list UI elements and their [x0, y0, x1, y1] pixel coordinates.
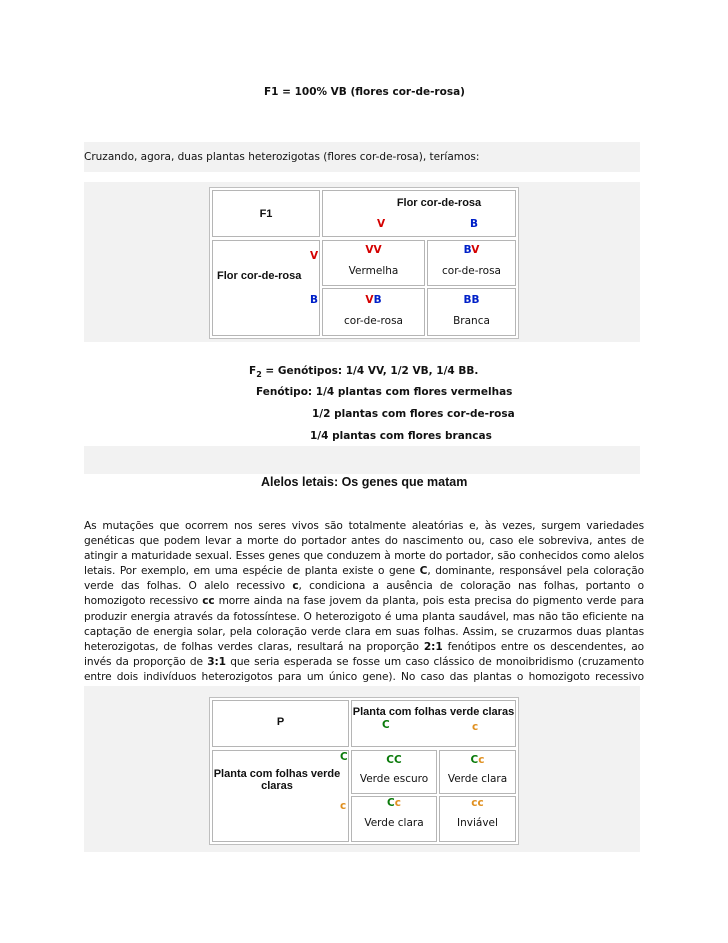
table1-top-header: Flor cor-de-rosa [396, 197, 482, 209]
genotype-a: C [386, 754, 394, 766]
phenotype-label: Verde escuro [359, 773, 429, 785]
table2-top-header: Planta com folhas verde claras [352, 706, 515, 718]
genotype-a: B [463, 244, 472, 256]
phenotype-label: Inviável [457, 817, 498, 829]
genotype-b: c [478, 754, 485, 766]
table2-row-allele-dominant: C [340, 751, 348, 763]
table1-row-allele-v: V [310, 250, 319, 262]
paragraph-bold-run: 3:1 [207, 655, 226, 668]
paragraph-text-run: morre ainda na fase jovem da planta, pois esta precisa do pigmento verde para produzir energia através da fotossíntese. O heterozigoto é uma planta saudável, mas não tão eficiente na captação de energia solar, pela coloração verde clara em suas folhas. Assim, se cruzarmos duas plantas heterozigotas, de folhas verdes claras, resultará na proporção [84, 595, 644, 653]
genotype-b: V [471, 244, 480, 256]
paragraph-text-run: , condiciona a ausência de coloração nas folhas, portanto o homozigoto recessivo [84, 580, 644, 608]
table2-row-header: Planta com folhas verde claras [213, 768, 341, 792]
table2-top-header-cell [351, 700, 516, 747]
lethal-alleles-paragraph [84, 519, 644, 700]
paragraph-text-run: , dominante, responsável pela coloração verde das folhas. O alelo recessivo [84, 565, 644, 593]
phenotype-label: cor-de-rosa [344, 315, 403, 327]
paragraph-bold-run: c [292, 580, 299, 593]
section-title: Alelos letais: Os genes que matam [261, 475, 468, 489]
f2-subscript: 2 [256, 370, 262, 380]
table2-cell-cc-dominant [351, 750, 437, 794]
phenotype-label: cor-de-rosa [442, 265, 501, 277]
paragraph-text-run: fenótipos entre os descendentes, ao invés da proporção de [84, 640, 644, 668]
table2-corner-cell [212, 700, 349, 747]
punnett-table-p [209, 697, 519, 845]
phenotype-label: Branca [453, 315, 490, 327]
table2-cell-cc-hetero-1 [439, 750, 516, 794]
table1-corner-label: F1 [259, 208, 273, 220]
f2-rest: = Genótipos: 1/4 VV, 1/2 VB, 1/4 BB. [261, 365, 479, 377]
f2-genotypes-line [249, 365, 478, 379]
table1-top-header-cell [322, 190, 516, 237]
table1-row-header: Flor cor-de-rosa [217, 270, 302, 282]
genotype-a: B [463, 294, 472, 306]
table1-corner-cell [212, 190, 320, 237]
table1-col-allele-b: B [470, 218, 479, 230]
genotype-b: c [394, 797, 401, 809]
phenotype-label: Vermelha [348, 265, 399, 277]
f1-result-line: F1 = 100% VB (flores cor-de-rosa) [264, 86, 465, 98]
table1-cell-vv [322, 240, 425, 286]
genotype-a: V [365, 244, 374, 256]
genotype-b: B [471, 294, 480, 306]
genotype-b: V [373, 244, 382, 256]
table2-col-allele-dominant: C [382, 719, 390, 731]
genotype-a: c [471, 797, 478, 809]
genotype-a: C [470, 754, 479, 766]
phenotype-label: Verde clara [447, 773, 508, 785]
punnett-table-f1 [209, 187, 519, 339]
table1-col-allele-v: V [377, 218, 386, 230]
paragraph-bold-run: C [419, 565, 428, 578]
table2-corner-label: P [276, 716, 285, 728]
table1-cell-vb [322, 288, 425, 336]
table2-col-allele-recessive: c [472, 721, 479, 733]
table2-cell-cc-hetero-2 [351, 796, 437, 842]
paragraph-text-run: que seria esperada se fosse um caso clássico de monoibridismo (cruzamento entre dois indivíduos heterozigotos para um único gene). No caso das plantas o homozigoto recessivo [84, 655, 644, 683]
table2-row-allele-recessive: c [340, 800, 347, 812]
phenotype-line-1: Fenótipo: 1/4 plantas com flores vermelhas [256, 386, 513, 398]
intro-line: Cruzando, agora, duas plantas heterozigotas (flores cor-de-rosa), teríamos: [84, 151, 480, 163]
f2-prefix: F [249, 365, 257, 377]
genotype-b: c [477, 797, 484, 809]
genotype-a: C [387, 797, 395, 809]
table2-row-header-cell [212, 750, 349, 842]
phenotype-line-3: 1/4 plantas com flores brancas [310, 430, 492, 442]
genotype-b: B [373, 294, 382, 306]
paragraph-bold-run: 2:1 [423, 640, 443, 653]
phenotype-line-2: 1/2 plantas com flores cor-de-rosa [312, 408, 515, 420]
genotype-a: V [365, 294, 374, 306]
table1-cell-bb [427, 288, 516, 336]
table1-row-header-cell [212, 240, 320, 336]
paragraph-text-run: As mutações que ocorrem nos seres vivos são totalmente aleatórias e, às vezes, surgem variedades genéticas que podem levar a morte do portador antes do nascimento ou, caso ele sobreviva, antes de atingir a maturidade sexual. Esses genes que conduzem à morte do portador, são conhecidos como alelos letais. Por exemplo, em uma espécie de planta existe o gene [84, 520, 644, 578]
spacer-band [84, 446, 640, 474]
table1-cell-bv [427, 240, 516, 286]
table2-cell-cc-recessive [439, 796, 516, 842]
paragraph-bold-run: cc [202, 595, 215, 608]
genotype-b: C [394, 754, 402, 766]
table1-row-allele-b: B [310, 294, 319, 306]
phenotype-label: Verde clara [364, 817, 424, 829]
